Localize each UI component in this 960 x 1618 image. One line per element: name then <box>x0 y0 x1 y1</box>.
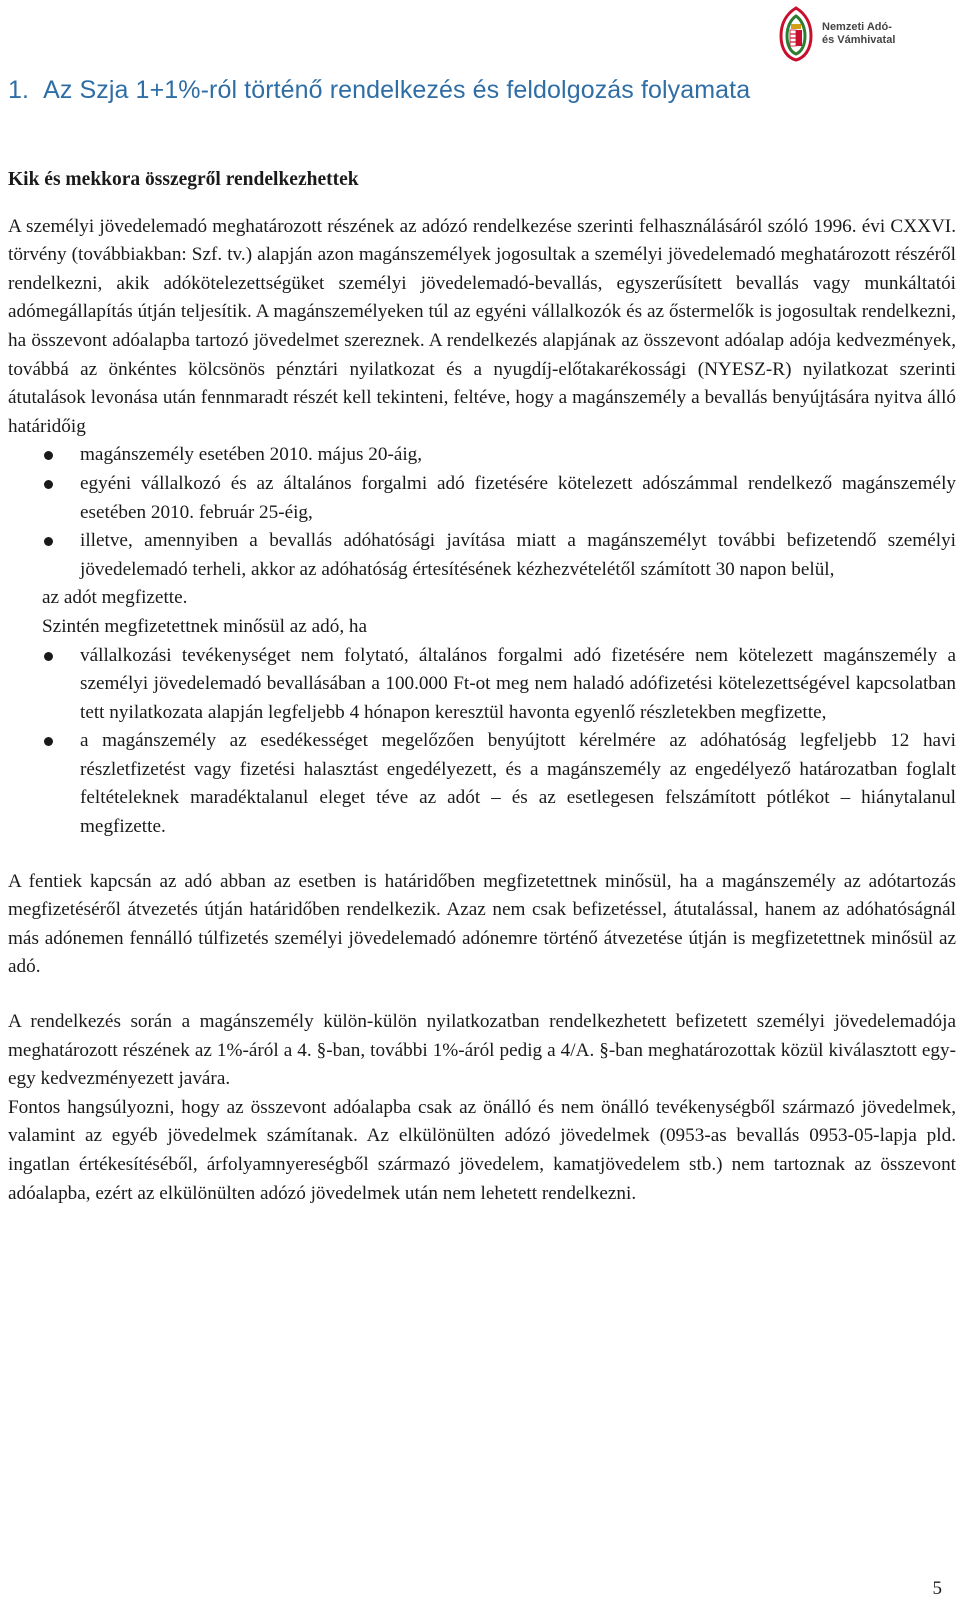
intro-paragraph: A személyi jövedelemadó meghatározott részének az adózó rendelkezése szerinti felhasználásáról szóló 1996. évi CXXVI. törvény (továbbiakban: Szf. tv.) alapján azon magánszemélyek jogosultak a személyi jövedelemadó meghatározott részéről rendelkezni, akik adókötelezettségüket személyi jövedelemadó-bevallás, egyszerűsített bevallás vagy munkáltatói adómegállapítás útján teljesítik. A magánszemélyeken túl az egyéni vállalkozók és az őstermelők is jogosultak rendelkezni, ha összevont adóalapba tartozó jövedelmet szereznek. A rendelkezés alapjának az összevont adóalap adója kedvezmények, továbbá az önkéntes kölcsönös pénztári nyilatkozat és a nyugdíj-előtakarékossági (NYESZ-R) nyilatkozat szerinti átutalások levonása után fennmaradt részét kell tekinteni, feltéve, hogy a magánszemély a bevallás benyújtására nyitva álló határidőig <box>8 215 956 437</box>
subheading: Kik és mekkora összegről rendelkezhettek <box>8 169 359 190</box>
list-item-text: vállalkozási tevékenységet nem folytató, általános forgalmi adó fizetésére nem kötelezett magánszemély a személyi jövedelemadó bevallásában a 100.000 Ft-ot meg nem haladó adófizetési kötelezettségével kapcsolatban tett nyilatkozata alapján legfeljebb 4 hónapon keresztül havonta egyenlő részletekben megfizette, <box>80 644 956 723</box>
list-item <box>8 470 956 527</box>
list-item <box>8 642 956 728</box>
declaration-paragraph: A rendelkezés során a magánszemély külön-külön nyilatkozatban rendelkezhetett befizetett személyi jövedelemadója meghatározott részének az 1%-áról a 4. §-ban, további 1%-áról pedig a 4/A. §-ban meghatározottak közül kiválasztott egy-egy kedvezményezett javára. <box>8 1011 956 1090</box>
list-item <box>8 441 956 470</box>
logo-line-2: és Vámhivatal <box>822 34 896 46</box>
page-title <box>8 76 750 105</box>
emphasis-paragraph: Fontos hangsúlyozni, hogy az összevont adóalapba csak az önálló és nem önálló tevékenységből származó jövedelmek, valamint az egyéb jövedelmek számítanak. Az elkülönülten adózó jövedelmek (0953-as bevallás 0953-05-lapja pld. ingatlan értékesítéséből, árfolyamnyereségből származó jövedelem, kamatjövedelem stb.) nem tartoznak az összevont adóalapba, ezért az elkülönülten adózó jövedelmek után nem lehetett rendelkezni. <box>8 1096 956 1204</box>
list-item <box>8 727 956 841</box>
transfer-paragraph: A fentiek kapcsán az adó abban az esetben is határidőben megfizetettnek minősül, ha a magánszemély az adótartozás megfizetéséről átvezetés útján határidőben rendelkezik. Azaz nem csak befizetéssel, átutalással, hanem az adóhatóságnál más adónemen fennálló túlfizetés személyi jövedelemadó adónemre történő átvezetése útján is megfizetettnek minősül az adó. <box>8 870 956 978</box>
bullet-icon <box>44 451 53 460</box>
crest-icon <box>778 6 814 62</box>
list-item <box>8 527 956 584</box>
list-item-text: magánszemély esetében 2010. május 20-áig, <box>80 444 423 466</box>
logo-line-1: Nemzeti Adó- <box>822 21 892 33</box>
logo-text <box>822 21 895 47</box>
bullet-icon <box>44 652 53 661</box>
list-item-text: egyéni vállalkozó és az általános forgalmi adó fizetésére kötelezett adószámmal rendelkező magánszemély esetében 2010. február 25-éig, <box>80 472 956 523</box>
bullet-icon <box>44 537 53 546</box>
list-item-text: illetve, amennyiben a bevallás adóhatósági javítása miatt a magánszemélyt további befizetendő személyi jövedelemadó terheli, akkor az adóhatóság értesítésének kézhezvételétől számított 30 napon belül, <box>80 530 956 580</box>
section-title: Az Szja 1+1%-ról történő rendelkezés és feldolgozás folyamata <box>43 76 751 104</box>
nav-logo <box>778 4 948 64</box>
section-number: 1. <box>8 76 30 104</box>
deadline-list <box>8 441 956 584</box>
bullet-icon <box>44 737 53 746</box>
after-bullets-text: az adót megfizette. <box>42 587 188 609</box>
bullet-icon <box>44 480 53 489</box>
also-paid-list <box>8 642 956 842</box>
page-number: 5 <box>932 1578 942 1599</box>
document-body <box>8 166 956 1208</box>
list-item-text: a magánszemély az esedékességet megelőzően benyújtott kérelmére az adóhatóság legfeljebb 12 havi részletfizetést vagy fizetési halasztást engedélyezett, és a magánszemély az engedélyező határozatban foglalt feltételeknek maradéktalanul eleget téve az adót – és az esetlegesen felszámított pótlékot – hiánytalanul megfizette. <box>80 730 956 838</box>
also-paid-intro: Szintén megfizetettnek minősül az adó, ha <box>42 615 368 637</box>
